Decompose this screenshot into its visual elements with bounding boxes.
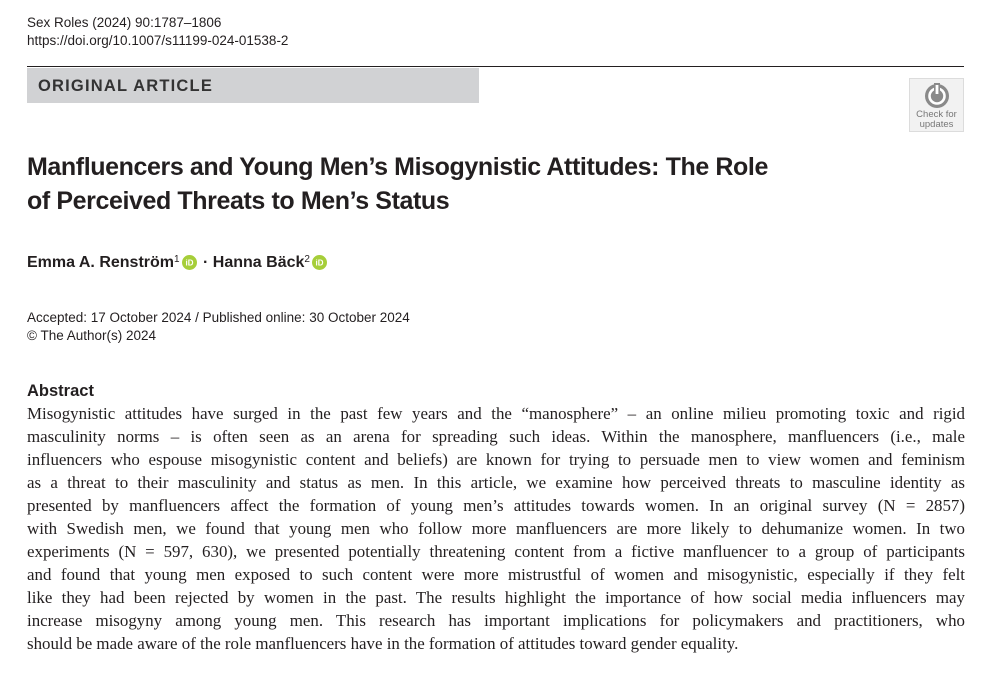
journal-header [27, 14, 288, 50]
author-separator: · [203, 254, 209, 271]
author-list [27, 252, 329, 274]
accepted-published-dates: Accepted: 17 October 2024 / Published online: 30 October 2024 [27, 310, 410, 325]
header-rule [27, 66, 964, 67]
abstract-line: like they had been rejected by women in the past. The results highlight the importance of how social media influencers may [27, 588, 965, 607]
abstract-line: influencers who espouse misogynistic content and beliefs) are known for trying to persuade men to view women and feminism [27, 450, 965, 469]
svg-text:iD: iD [315, 258, 324, 268]
svg-text:iD: iD [185, 258, 194, 268]
abstract-line: should be made aware of the role manfluencers have in the formation of attitudes toward gender equality. [27, 634, 739, 653]
title-line-1: Manfluencers and Young Men’s Misogynistic Attitudes: The Role [27, 153, 768, 181]
abstract-line: as a threat to their masculinity and status as men. In this article, we examine how perceived threats to masculine identity as [27, 473, 965, 492]
orcid-icon[interactable] [182, 255, 197, 270]
check-for-updates-icon [923, 82, 951, 110]
abstract-line: experiments (N = 597, 630), we presented potentially threatening content from a fictive manfluencer to a group of participants [27, 542, 965, 561]
author-affiliation: 2 [304, 254, 310, 265]
abstract-line: with Swedish men, we found that young men who follow more manfluencers are more likely to dehumanize women. In two [27, 519, 965, 538]
author-affiliation: 1 [174, 254, 180, 265]
abstract-line: and found that young men exposed to such content were more mistrustful of women and misogynistic, especially if they felt [27, 565, 965, 584]
article-title [27, 150, 907, 218]
abstract-line: masculinity norms – is often seen as an arena for spreading such ideas. Within the manosphere, manfluencers (i.e., male [27, 427, 965, 446]
check-for-updates-line2: updates [919, 119, 954, 130]
abstract-heading: Abstract [27, 382, 94, 400]
author-name[interactable]: Emma A. Renström [27, 254, 174, 271]
abstract-line: Misogynistic attitudes have surged in the past few years and the “manosphere” – an online milieu promoting toxic and rigid [27, 404, 965, 423]
check-for-updates-line1: Check for [916, 109, 957, 120]
journal-citation: Sex Roles (2024) 90:1787–1806 [27, 15, 222, 30]
check-for-updates-badge[interactable] [909, 78, 964, 132]
publication-dates [27, 309, 410, 345]
abstract-body [27, 402, 965, 655]
article-type-banner: ORIGINAL ARTICLE [27, 68, 479, 103]
author-name[interactable]: Hanna Bäck [212, 254, 305, 271]
title-line-2: of Perceived Threats to Men’s Status [27, 187, 450, 215]
abstract-line: presented by manfluencers affect the formation of young men’s attitudes towards women. In an original survey (N = 2857) [27, 496, 965, 515]
orcid-icon[interactable] [312, 255, 327, 270]
copyright-notice: © The Author(s) 2024 [27, 328, 157, 343]
doi-link[interactable]: https://doi.org/10.1007/s11199-024-01538-2 [27, 33, 289, 48]
abstract-line: increase misogyny among young men. This research has important implications for policymakers and practitioners, who [27, 611, 965, 630]
